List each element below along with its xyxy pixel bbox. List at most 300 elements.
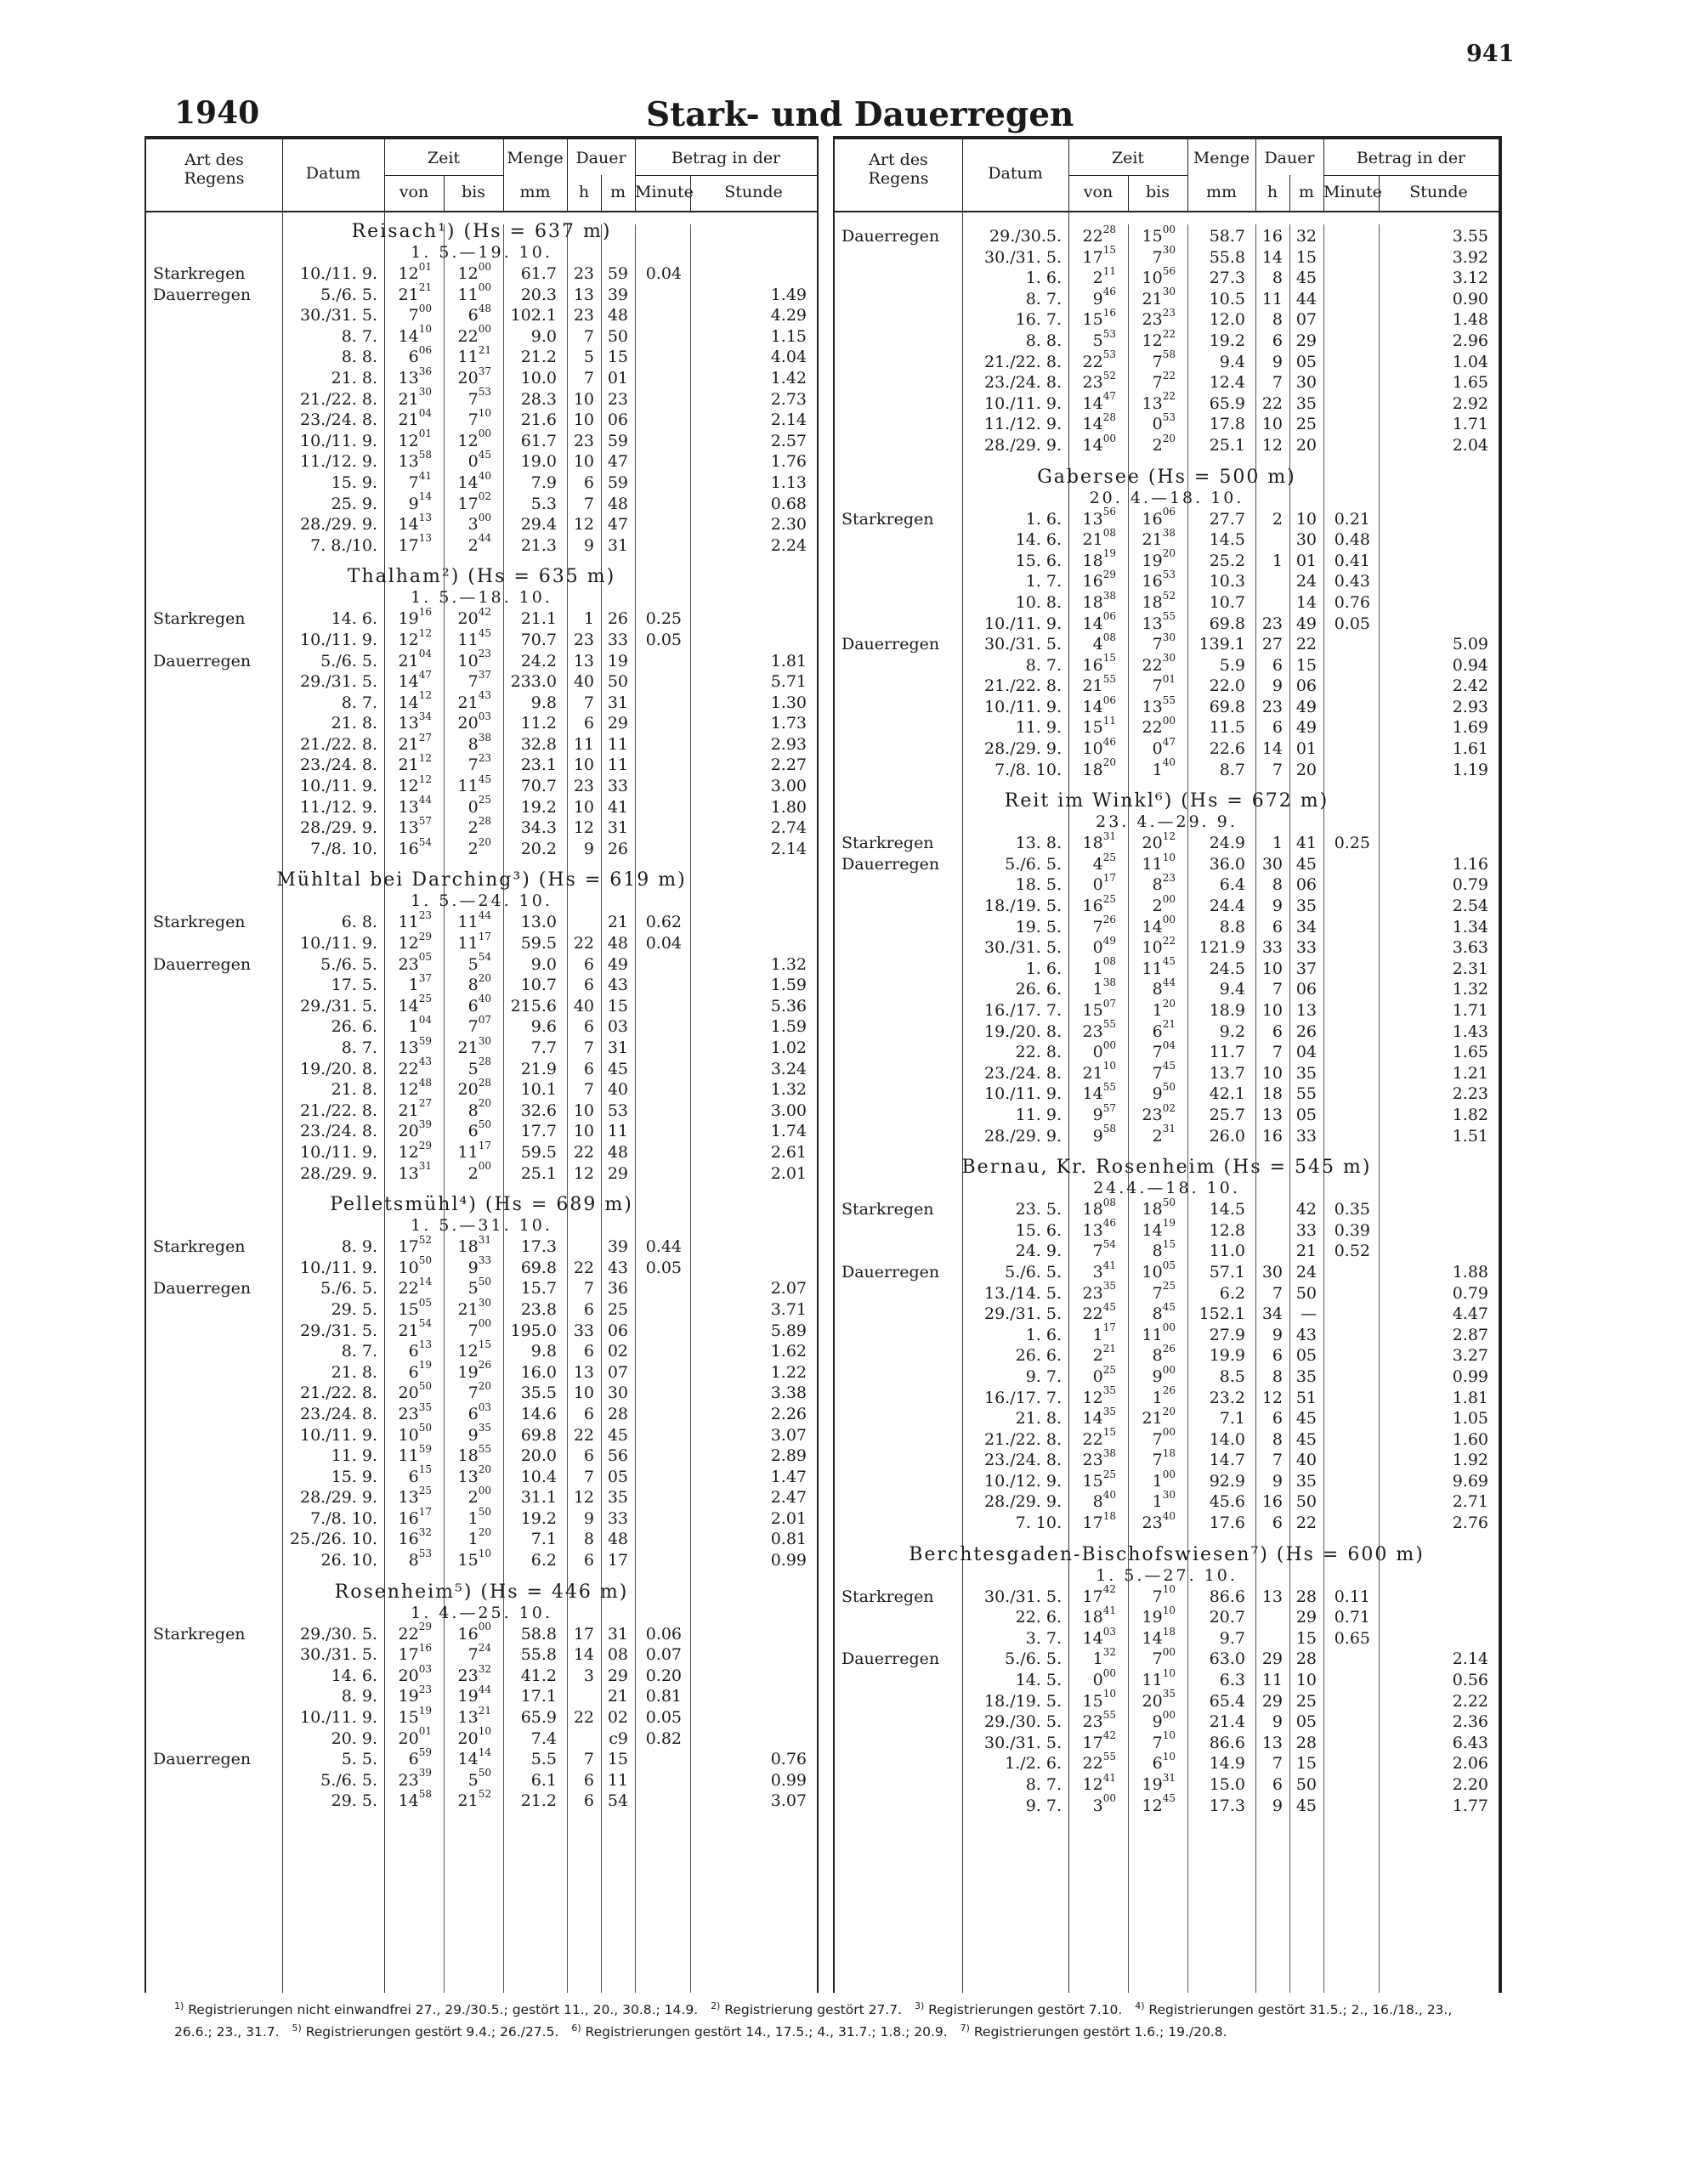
- header-divider: [444, 175, 445, 211]
- duration-hours: 8: [583, 1530, 594, 1549]
- duration-minutes: 22: [1295, 635, 1317, 654]
- footnote: $^{1)}$ Registrierungen nicht einwandfrei 27., 29./30.5.; gestört 11., 20., 30.8.; 14.9.: [174, 2000, 703, 2018]
- time-from-minutes: 55: [1102, 672, 1116, 685]
- time-to: $2^{00}$: [1152, 892, 1176, 916]
- duration-hours: 7: [1272, 1043, 1283, 1062]
- rate-per-hour: 1.73: [770, 714, 807, 733]
- time-to-minutes: 53: [478, 386, 491, 399]
- time-to: $11^{45}$: [457, 626, 491, 649]
- time-from-minutes: 25: [418, 993, 432, 1005]
- amount-mm: 32.6: [520, 1100, 557, 1120]
- time-to-minutes: 56: [1162, 264, 1176, 277]
- duration-minutes: 31: [607, 1624, 628, 1644]
- date: 21. 8.: [1015, 1409, 1062, 1429]
- time-from: $14^{10}$: [398, 323, 432, 346]
- time-from-minutes: 29: [418, 930, 432, 942]
- duration-minutes: 15: [607, 348, 628, 367]
- rain-type: Dauerregen: [842, 854, 940, 874]
- time-from: $10^{50}$: [398, 1422, 432, 1445]
- time-to-minutes: 52: [1162, 589, 1176, 602]
- time-to: $11^{45}$: [1142, 955, 1176, 978]
- rate-per-hour: 2.22: [1452, 1691, 1488, 1711]
- rain-type: Starkregen: [842, 509, 934, 529]
- rate-per-minute: 0.11: [1334, 1587, 1370, 1606]
- footnote: $^{4)}$ Registrierungen gestört 31.5.; 2., 16./18., 23., 26.6.; 23., 31.7.: [174, 2000, 1453, 2040]
- time-from-minutes: 15: [1102, 244, 1116, 257]
- duration-minutes: 34: [1295, 917, 1317, 936]
- rain-type: Starkregen: [153, 609, 246, 629]
- date: 11./12. 9.: [299, 797, 377, 817]
- duration-hours: 10: [573, 410, 594, 430]
- time-to-minutes: 30: [1162, 244, 1176, 257]
- rain-type: Dauerregen: [153, 954, 252, 974]
- header-art-line1: Art des: [869, 150, 928, 169]
- time-to-minutes: 00: [1162, 1646, 1176, 1659]
- amount-mm: 17.8: [1209, 415, 1245, 434]
- amount-mm: 86.6: [1209, 1587, 1245, 1606]
- rate-per-hour: 3.71: [770, 1299, 807, 1319]
- duration-minutes: 26: [607, 839, 628, 858]
- date: 23. 5.: [1015, 1200, 1062, 1219]
- rate-per-hour: 1.59: [770, 976, 807, 995]
- time-from: $11^{59}$: [398, 1442, 432, 1466]
- rate-per-hour: 1.05: [1452, 1409, 1488, 1429]
- duration-minutes: 59: [607, 431, 628, 450]
- time-from-minutes: 03: [418, 1662, 432, 1675]
- time-from: $22^{43}$: [398, 1055, 432, 1078]
- date: 1. 6.: [1025, 959, 1062, 978]
- duration-minutes: 45: [1295, 269, 1317, 288]
- rate-per-hour: 1.15: [770, 326, 807, 346]
- header-stunde: Stunde: [1409, 183, 1468, 201]
- time-from-minutes: 41: [1102, 1259, 1116, 1271]
- time-to: $14^{00}$: [1142, 914, 1176, 936]
- table-row: [146, 532, 817, 557]
- time-to: $20^{03}$: [457, 710, 491, 733]
- time-to: $22^{00}$: [1142, 715, 1176, 738]
- amount-mm: 21.2: [520, 1791, 557, 1811]
- time-to: $8^{20}$: [468, 971, 491, 995]
- amount-mm: 195.0: [510, 1321, 557, 1340]
- duration-hours: 7: [583, 1467, 594, 1486]
- time-from: $16^{54}$: [398, 835, 432, 858]
- time-from-minutes: 36: [418, 365, 432, 377]
- amount-mm: 58.7: [1209, 227, 1245, 246]
- station-section: [146, 566, 817, 859]
- time-to-minutes: 00: [1162, 892, 1176, 905]
- header-divider: [503, 139, 504, 211]
- time-to: $10^{05}$: [1142, 1259, 1176, 1282]
- date: 10./11. 9.: [299, 777, 377, 796]
- time-from-minutes: 38: [1102, 1446, 1116, 1459]
- time-to-minutes: 58: [1162, 348, 1176, 361]
- rate-per-minute: 0.25: [645, 609, 682, 629]
- rate-per-hour: 3.07: [770, 1425, 807, 1445]
- time-from: $15^{11}$: [1082, 715, 1116, 738]
- date: 5./6. 5.: [320, 651, 377, 670]
- amount-mm: 86.6: [1209, 1733, 1245, 1752]
- time-to-minutes: 44: [1162, 976, 1176, 989]
- table-body: [835, 211, 1499, 1816]
- date: 26. 6.: [331, 1017, 377, 1037]
- time-to: $7^{10}$: [468, 406, 491, 430]
- time-to: $19^{10}$: [1142, 1604, 1176, 1627]
- date: 26. 10.: [320, 1551, 377, 1570]
- rate-per-hour: 4.29: [770, 306, 807, 325]
- rate-per-hour: 3.12: [1452, 269, 1488, 288]
- time-to: $18^{55}$: [457, 1442, 491, 1466]
- duration-minutes: 29: [1295, 1608, 1317, 1627]
- time-from: $6^{06}$: [408, 344, 432, 367]
- time-to: $9^{35}$: [468, 1422, 491, 1445]
- time-to: $13^{21}$: [457, 1704, 491, 1728]
- time-from-minutes: 17: [1102, 872, 1116, 885]
- date: 26. 6.: [1015, 1346, 1062, 1366]
- rate-per-hour: 1.43: [1452, 1021, 1488, 1041]
- time-to: $13^{22}$: [1142, 390, 1176, 413]
- date: 29. 5.: [331, 1299, 377, 1319]
- footnote-number: 5): [292, 2023, 302, 2034]
- time-to-minutes: 50: [1162, 1081, 1176, 1094]
- duration-hours: 7: [1272, 760, 1283, 779]
- amount-mm: 23.8: [520, 1299, 557, 1319]
- time-to: $6^{48}$: [468, 302, 491, 325]
- rate-per-minute: 0.04: [645, 934, 682, 953]
- time-to-minutes: 25: [1162, 1280, 1176, 1293]
- amount-mm: 69.8: [1209, 614, 1245, 633]
- rate-per-hour: 5.36: [770, 996, 807, 1016]
- date: 28./29. 9.: [299, 1488, 377, 1508]
- time-from-minutes: 52: [1102, 369, 1116, 382]
- time-to: $21^{20}$: [1142, 1405, 1176, 1429]
- date: 16./17. 7.: [983, 1001, 1062, 1020]
- time-from: $2^{11}$: [1092, 264, 1116, 288]
- time-from-minutes: 23: [418, 1683, 432, 1696]
- rate-per-hour: 2.57: [770, 431, 807, 450]
- time-to-minutes: 50: [478, 1505, 491, 1518]
- duration-minutes: 28: [1295, 1649, 1317, 1669]
- amount-mm: 29.4: [520, 515, 557, 535]
- time-from: $14^{58}$: [398, 1788, 432, 1811]
- time-from: $21^{54}$: [398, 1317, 432, 1340]
- duration-minutes: 39: [607, 1237, 628, 1257]
- amount-mm: 65.4: [1209, 1691, 1245, 1711]
- rate-per-hour: 2.14: [1452, 1649, 1488, 1669]
- amount-mm: 23.2: [1209, 1388, 1245, 1407]
- duration-hours: 9: [1272, 1796, 1283, 1815]
- duration-minutes: 33: [1295, 1126, 1317, 1146]
- time-to: $21^{52}$: [457, 1788, 491, 1811]
- time-from: $13^{34}$: [398, 710, 432, 733]
- time-from-minutes: 12: [418, 626, 432, 639]
- station-period: 24.4.—18. 10.: [1093, 1179, 1240, 1198]
- date: 14. 6.: [1015, 530, 1062, 550]
- time-from-minutes: 25: [1102, 892, 1116, 905]
- amount-mm: 15.0: [1209, 1775, 1245, 1794]
- duration-hours: 10: [573, 1100, 594, 1120]
- time-from-minutes: 57: [1102, 1101, 1116, 1114]
- date: 5./6. 5.: [320, 285, 377, 304]
- duration-hours: 7: [583, 494, 594, 513]
- rate-per-hour: 2.36: [1452, 1712, 1488, 1732]
- duration-minutes: 35: [1295, 897, 1317, 916]
- time-from-minutes: 05: [418, 1296, 432, 1309]
- time-to-minutes: 12: [1162, 829, 1176, 842]
- rate-per-hour: 1.13: [770, 472, 807, 492]
- date: 29. 5.: [331, 1791, 377, 1811]
- duration-minutes: 41: [607, 797, 628, 817]
- amount-mm: 19.0: [520, 452, 557, 472]
- time-to: $20^{10}$: [457, 1725, 491, 1748]
- duration-minutes: 42: [1295, 1200, 1317, 1219]
- amount-mm: 22.0: [1209, 676, 1245, 696]
- header-rule: [635, 175, 817, 176]
- time-to: $21^{30}$: [1142, 286, 1176, 308]
- duration-hours: 13: [1261, 1733, 1283, 1752]
- time-to-minutes: 28: [478, 1076, 491, 1089]
- rate-per-hour: 3.07: [770, 1791, 807, 1811]
- header-art-line1: Art des: [184, 150, 244, 169]
- rate-per-hour: 0.79: [1452, 1283, 1488, 1303]
- rate-per-minute: 0.04: [645, 264, 682, 283]
- time-to-minutes: 20: [478, 1463, 491, 1476]
- time-to-minutes: 45: [478, 626, 491, 639]
- amount-mm: 28.3: [520, 389, 557, 409]
- duration-hours: 22: [1261, 393, 1283, 413]
- time-to-minutes: 44: [478, 532, 491, 545]
- station-title: Rosenheim⁵) (Hs = 446 m): [334, 1581, 629, 1603]
- time-from-minutes: 31: [1102, 829, 1116, 842]
- date: 19. 5.: [1015, 917, 1062, 936]
- rate-per-hour: 1.69: [1452, 718, 1488, 738]
- date: 10./11. 9.: [983, 1084, 1062, 1104]
- station-section: [835, 1157, 1499, 1534]
- rate-per-hour: 1.02: [770, 1038, 807, 1057]
- amount-mm: 25.1: [520, 1163, 557, 1183]
- date: 7./8. 10.: [310, 1508, 377, 1528]
- time-to: $7^{53}$: [468, 386, 491, 409]
- duration-minutes: 33: [607, 777, 628, 796]
- time-from: $21^{21}$: [398, 281, 432, 304]
- time-to: $1^{40}$: [1152, 756, 1176, 779]
- duration-hours: 11: [1261, 1671, 1283, 1690]
- time-from: $18^{38}$: [1082, 589, 1116, 612]
- time-from-minutes: 00: [1102, 1666, 1116, 1679]
- time-from: $1^{32}$: [1092, 1646, 1116, 1669]
- time-to-minutes: 37: [478, 668, 491, 681]
- time-to: $15^{00}$: [1142, 223, 1176, 246]
- footnote-number: 1): [174, 2000, 184, 2011]
- time-to-minutes: 10: [1162, 1751, 1176, 1763]
- time-to: $8^{20}$: [468, 1097, 491, 1120]
- time-from: $7^{26}$: [1092, 914, 1116, 936]
- time-from: $15^{10}$: [1082, 1688, 1116, 1711]
- time-to-minutes: 35: [478, 1422, 491, 1434]
- amount-mm: 215.6: [510, 996, 557, 1016]
- amount-mm: 63.0: [1209, 1649, 1245, 1669]
- time-to: $13^{55}$: [1142, 693, 1176, 716]
- time-to: $6^{10}$: [1152, 1751, 1176, 1774]
- amount-mm: 9.0: [530, 326, 557, 346]
- rate-per-minute: 0.06: [645, 1624, 682, 1644]
- rate-per-hour: 0.79: [1452, 875, 1488, 895]
- duration-hours: 40: [573, 996, 594, 1016]
- duration-hours: 6: [1272, 1346, 1283, 1366]
- time-to-minutes: 55: [478, 1442, 491, 1455]
- time-to: $19^{26}$: [457, 1359, 491, 1382]
- amount-mm: 139.1: [1198, 635, 1245, 654]
- time-from: $21^{27}$: [398, 731, 432, 754]
- time-from-minutes: 37: [418, 971, 432, 984]
- rate-per-hour: 2.87: [1452, 1325, 1488, 1344]
- amount-mm: 21.1: [520, 609, 557, 629]
- amount-mm: 21.4: [1209, 1712, 1245, 1732]
- rate-per-hour: 2.74: [770, 818, 807, 838]
- time-to: $7^{00}$: [468, 1317, 491, 1340]
- date: 13./14. 5.: [983, 1283, 1062, 1303]
- duration-minutes: 59: [607, 264, 628, 283]
- date: 19./20. 8.: [299, 1059, 377, 1078]
- time-from: $1^{37}$: [408, 971, 432, 995]
- time-to-minutes: 00: [1162, 1468, 1176, 1480]
- time-to: $7^{01}$: [1152, 672, 1176, 696]
- time-to: $23^{23}$: [1142, 307, 1176, 330]
- rate-per-hour: 1.81: [1452, 1388, 1488, 1407]
- date: 29./31. 5.: [299, 672, 377, 692]
- time-to: $10^{22}$: [1142, 934, 1176, 958]
- time-from: $22^{14}$: [398, 1276, 432, 1299]
- duration-hours: 7: [583, 1279, 594, 1299]
- duration-minutes: 43: [607, 1258, 628, 1277]
- duration-hours: 9: [583, 535, 594, 555]
- duration-minutes: 59: [607, 472, 628, 492]
- rate-per-hour: 2.93: [1452, 697, 1488, 716]
- time-to-minutes: 00: [478, 323, 491, 336]
- rate-per-hour: 2.01: [770, 1508, 807, 1528]
- time-from-minutes: 54: [418, 835, 432, 848]
- time-to-minutes: 20: [478, 835, 491, 848]
- time-to-minutes: 33: [478, 1254, 491, 1267]
- time-to-minutes: 40: [1162, 756, 1176, 769]
- time-to-minutes: 38: [478, 731, 491, 744]
- date: 29./30. 5.: [983, 1712, 1062, 1732]
- time-from-minutes: 00: [418, 302, 432, 314]
- time-from-minutes: 25: [418, 1484, 432, 1497]
- time-to-minutes: 03: [478, 710, 491, 722]
- time-from: $4^{25}$: [1092, 851, 1116, 874]
- duration-hours: 7: [1272, 980, 1283, 999]
- date: 29./30.5.: [989, 227, 1062, 246]
- amount-mm: 10.1: [520, 1080, 557, 1100]
- duration-hours: 22: [573, 1425, 594, 1445]
- amount-mm: 27.7: [1209, 509, 1245, 529]
- rate-per-hour: 2.26: [770, 1404, 807, 1423]
- time-from-minutes: 47: [418, 668, 432, 681]
- time-from-minutes: 27: [418, 731, 432, 744]
- amount-mm: 24.9: [1209, 834, 1245, 853]
- time-from-minutes: 10: [418, 323, 432, 336]
- time-to-minutes: 53: [1162, 568, 1176, 580]
- header-dauer: Dauer: [575, 149, 626, 167]
- date: 10./11. 9.: [983, 614, 1062, 633]
- time-from-minutes: 17: [418, 1505, 432, 1518]
- rate-per-hour: 3.63: [1452, 938, 1488, 958]
- duration-hours: 23: [573, 630, 594, 649]
- time-to: $2^{28}$: [468, 814, 491, 838]
- amount-mm: 61.7: [520, 264, 557, 283]
- rate-per-hour: 2.47: [770, 1488, 807, 1508]
- time-to-minutes: 18: [1162, 1446, 1176, 1459]
- time-to-minutes: 00: [478, 1317, 491, 1330]
- header-divider: [1379, 175, 1380, 211]
- time-from-minutes: 46: [1102, 286, 1116, 298]
- duration-minutes: 49: [607, 954, 628, 974]
- time-from-minutes: 05: [418, 951, 432, 964]
- duration-hours: 7: [583, 1038, 594, 1057]
- time-to-minutes: 10: [1162, 1729, 1176, 1742]
- duration-minutes: 28: [607, 1404, 628, 1423]
- time-from: $12^{01}$: [398, 260, 432, 283]
- time-to-minutes: 00: [1162, 1321, 1176, 1334]
- time-to: $2^{00}$: [468, 1484, 491, 1508]
- date: 28./29. 9.: [983, 435, 1062, 455]
- time-from: $18^{08}$: [1082, 1196, 1116, 1219]
- amount-mm: 17.7: [520, 1122, 557, 1141]
- time-to: $11^{21}$: [457, 344, 491, 367]
- time-from-minutes: 29: [418, 1621, 432, 1633]
- station-section: [146, 869, 817, 1184]
- header-zeit: Zeit: [1111, 149, 1145, 167]
- date: 10./11. 9.: [299, 630, 377, 649]
- duration-minutes: 24: [1295, 572, 1317, 591]
- time-from: $22^{45}$: [1082, 1300, 1116, 1324]
- rate-per-hour: 1.48: [1452, 310, 1488, 330]
- duration-minutes: 33: [1295, 1220, 1317, 1240]
- amount-mm: 32.8: [520, 734, 557, 754]
- page-number: 941: [1466, 41, 1515, 67]
- time-to-minutes: 00: [1162, 1426, 1176, 1439]
- time-to: $0^{47}$: [1152, 735, 1176, 759]
- time-to-minutes: 42: [478, 605, 491, 618]
- date: 30./31. 5.: [983, 1733, 1062, 1752]
- time-from: $6^{15}$: [408, 1463, 432, 1486]
- time-from: $21^{12}$: [398, 752, 432, 775]
- date: 21./22. 8.: [983, 676, 1062, 696]
- duration-minutes: 40: [607, 1080, 628, 1100]
- amount-mm: 5.3: [530, 494, 557, 513]
- amount-mm: 13.7: [1209, 1063, 1245, 1083]
- date: 8. 8.: [1025, 331, 1062, 350]
- rate-per-hour: 1.22: [770, 1362, 807, 1382]
- rate-per-hour: 1.04: [1452, 352, 1488, 371]
- amount-mm: 55.8: [1209, 247, 1245, 267]
- rain-type: Dauerregen: [153, 651, 252, 670]
- amount-mm: 57.1: [1209, 1262, 1245, 1282]
- duration-minutes: 21: [607, 1687, 628, 1706]
- rate-per-hour: 2.71: [1452, 1492, 1488, 1512]
- header-minute: Minute: [635, 183, 694, 201]
- time-to-minutes: 00: [478, 511, 491, 523]
- header-stunde: Stunde: [724, 183, 783, 201]
- time-from-minutes: 01: [418, 260, 432, 273]
- header-von: von: [1083, 183, 1114, 201]
- time-from: $18^{31}$: [1082, 829, 1116, 853]
- duration-hours: 16: [1261, 227, 1283, 246]
- duration-minutes: 05: [607, 1467, 628, 1486]
- rate-per-hour: 1.60: [1452, 1429, 1488, 1449]
- time-from-minutes: 16: [418, 605, 432, 618]
- time-from-minutes: 35: [418, 1400, 432, 1413]
